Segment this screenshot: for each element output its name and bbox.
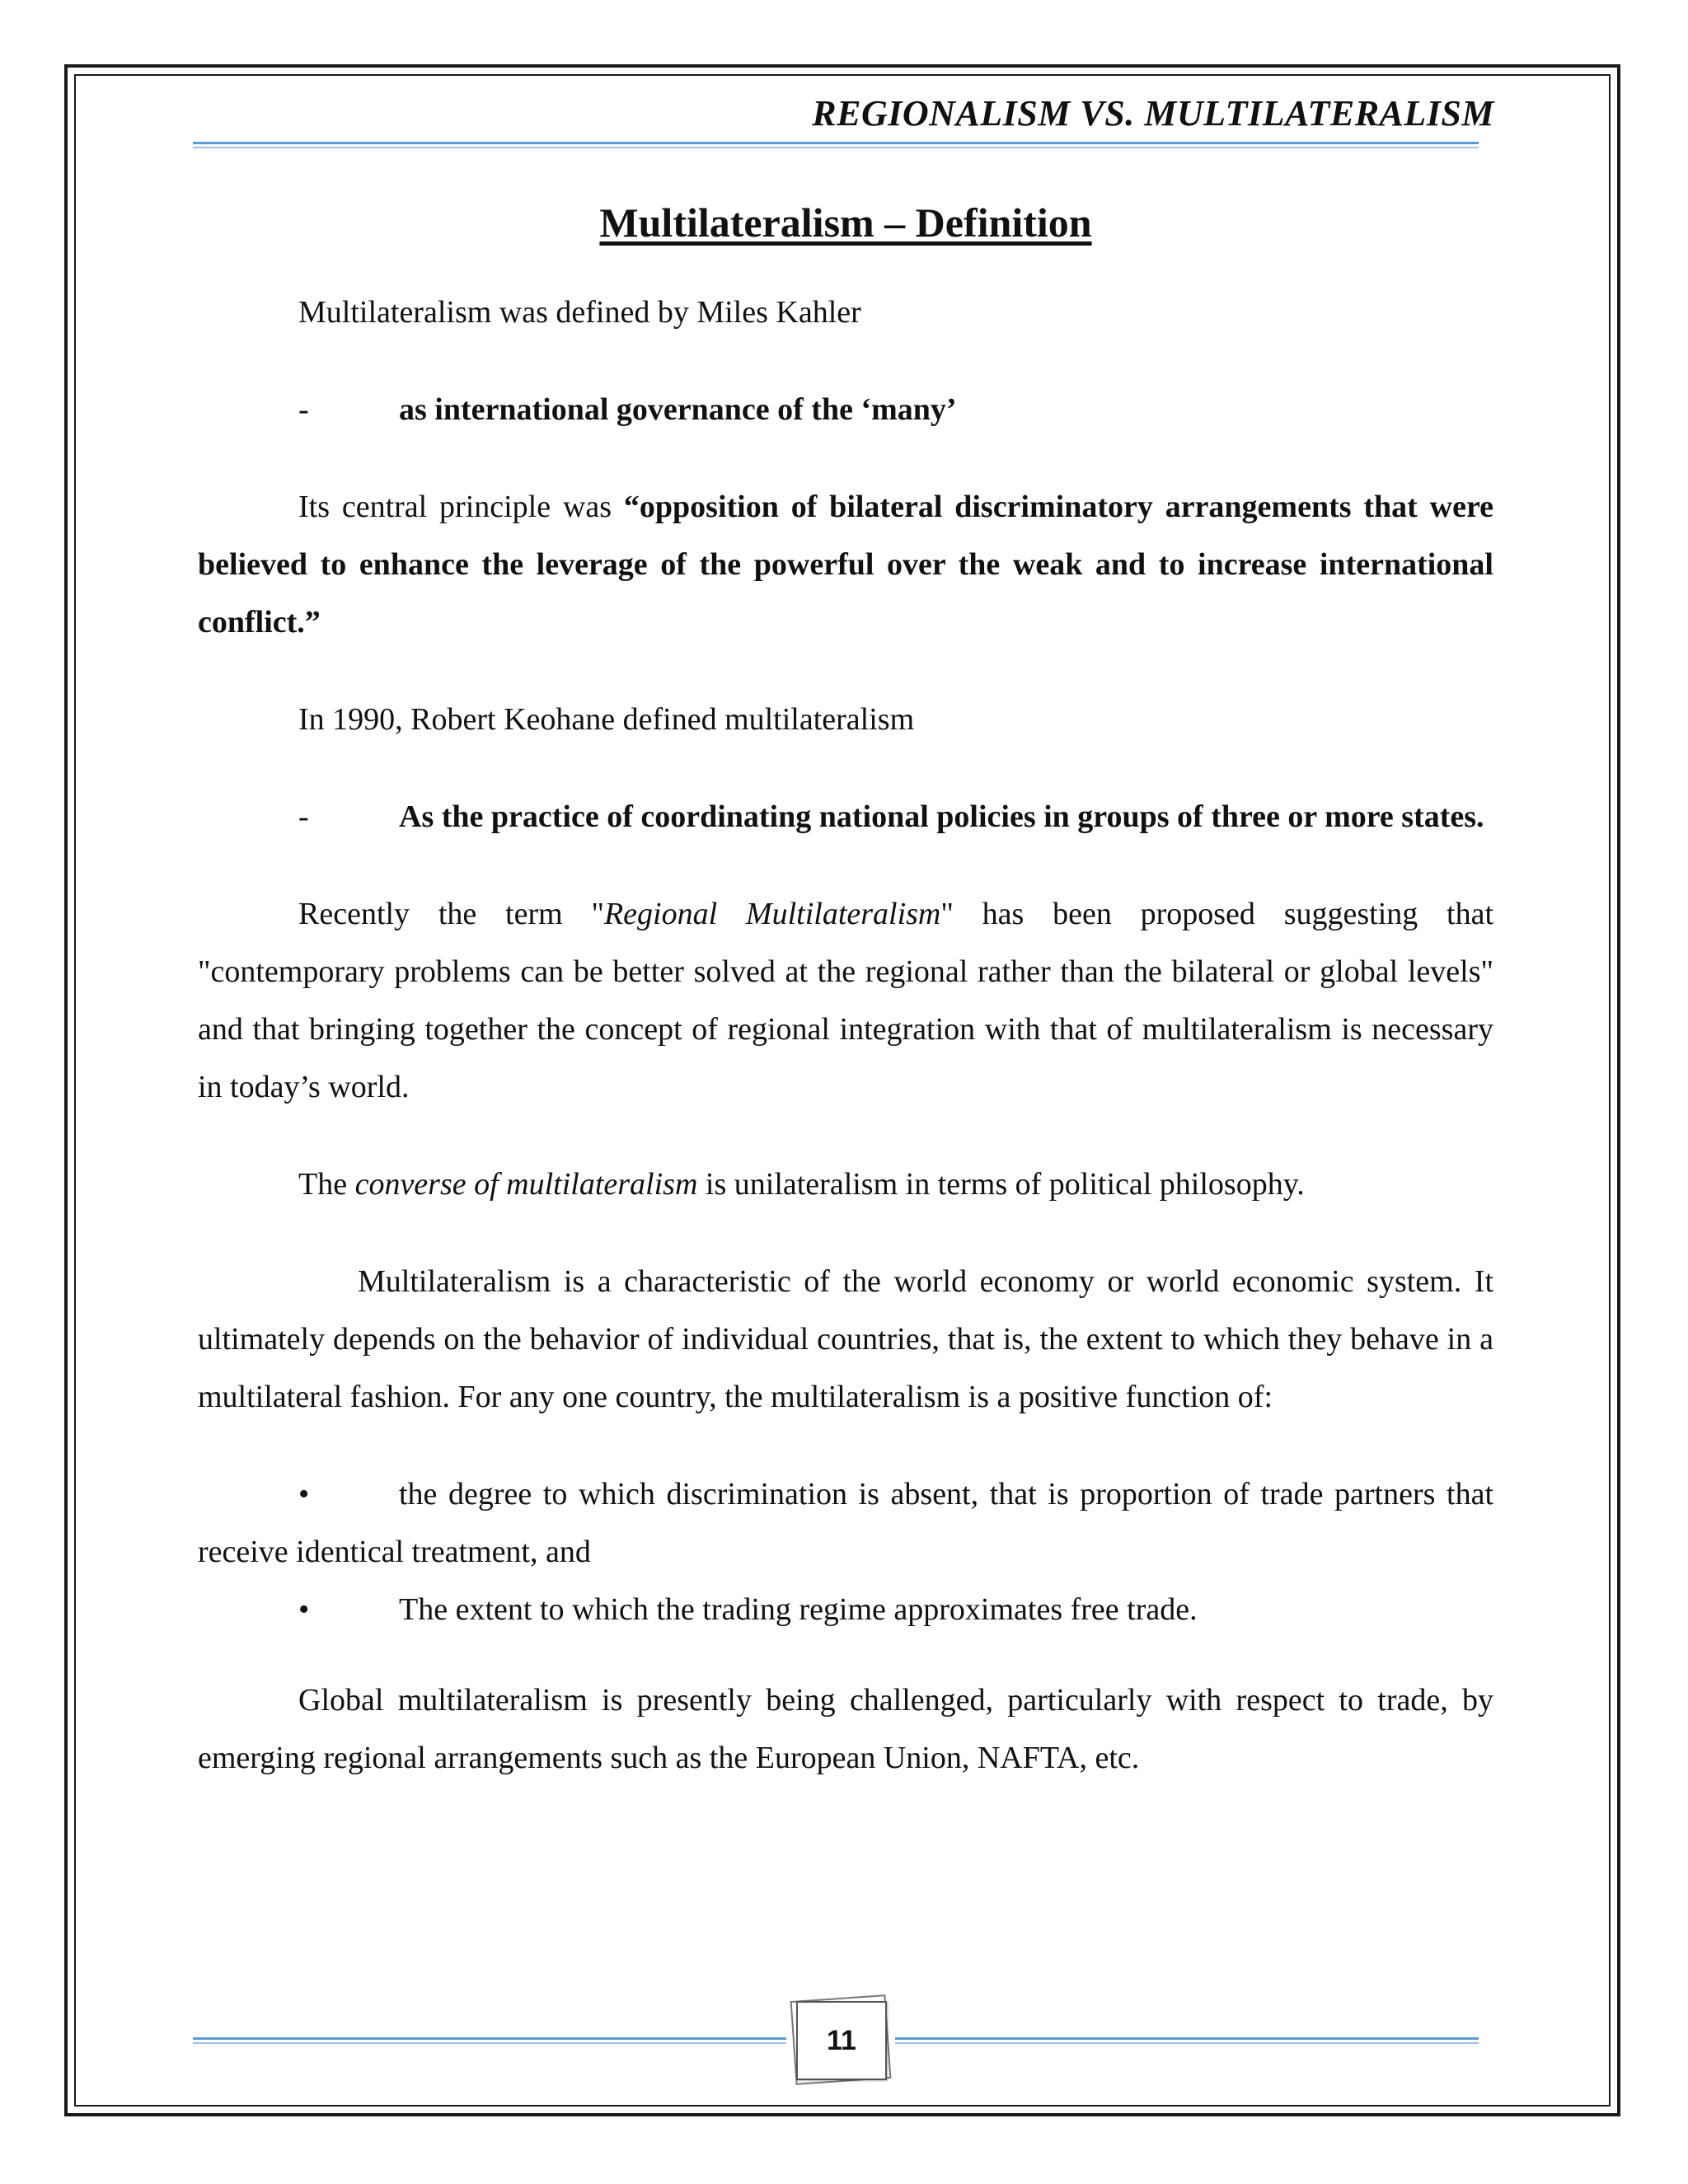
paragraph-keohane: In 1990, Robert Keohane defined multilateralism (298, 702, 915, 737)
paragraph-lead: Its central principle was (298, 490, 624, 524)
paragraph-unilateralism (198, 1155, 1493, 1213)
list-item (198, 1465, 1493, 1581)
header-rule (193, 142, 1479, 144)
paragraph-global-challenge: Global multilateralism is presently being challenged, particularly with respect to trade, by emerging regional arrangements such as the European Union, NAFTA, etc. (198, 1683, 1493, 1775)
running-header-title: REGIONALISM VS. MULTILATERALISM (812, 93, 1494, 134)
paragraph-central-principle (198, 478, 1493, 651)
text-segment: Recently the term " (298, 897, 604, 931)
page-number: 11 (796, 2001, 887, 2080)
bullet-list (198, 1465, 1493, 1638)
italic-term: Regional Multilateralism (603, 897, 941, 931)
definition-item-keohane (198, 788, 1493, 846)
italic-term: converse of multilateralism (354, 1167, 698, 1202)
definition-item-kahler (198, 381, 1493, 438)
text-segment: is unilateralism in terms of political philosophy. (697, 1167, 1305, 1202)
footer-rule-right (895, 2037, 1479, 2040)
definition-text: As the practice of coordinating national policies in groups of three or more states. (399, 799, 1484, 834)
paragraph-regional-multilateralism (198, 885, 1493, 1116)
list-item-text: The extent to which the trading regime approximates free trade. (399, 1592, 1198, 1627)
page-number-badge (790, 1994, 892, 2083)
definition-text: as international governance of the ‘many’ (399, 392, 957, 427)
bullet-marker: • (298, 1592, 310, 1627)
footer-rule-left (193, 2037, 786, 2040)
text-segment: The (298, 1167, 355, 1202)
text-segment: " has been proposed suggesting that "contemporary problems can be better solved at the regional rather than the bilateral or global levels" and that bringing together the concept of regional integration with that of multilateralism is necessary in today’s world. (198, 897, 1494, 1104)
dash-marker: - (298, 799, 309, 834)
page-content (198, 198, 1493, 1826)
dash-marker: - (298, 392, 309, 427)
paragraph-kahler: Multilateralism was defined by Miles Kahler (298, 295, 861, 330)
list-item-text: the degree to which discrimination is absent, that is proportion of trade partners that receive identical treatment, and (198, 1477, 1493, 1569)
section-heading: Multilateralism – Definition (599, 199, 1092, 246)
paragraph-world-economy: Multilateralism is a characteristic of the world economy or world economic system. It ultimately depends on the behavior of individual countries, that is, the extent to which they behave in a multilateral fashion. For any one country, the multilateralism is a positive function of: (198, 1264, 1493, 1414)
list-item (198, 1581, 1493, 1638)
bullet-marker: • (298, 1477, 310, 1511)
principle-quote: “opposition of bilateral discriminatory arrangements that were believed to enhance the leverage of the powerful over the weak and to increase international conflict.” (198, 490, 1493, 640)
